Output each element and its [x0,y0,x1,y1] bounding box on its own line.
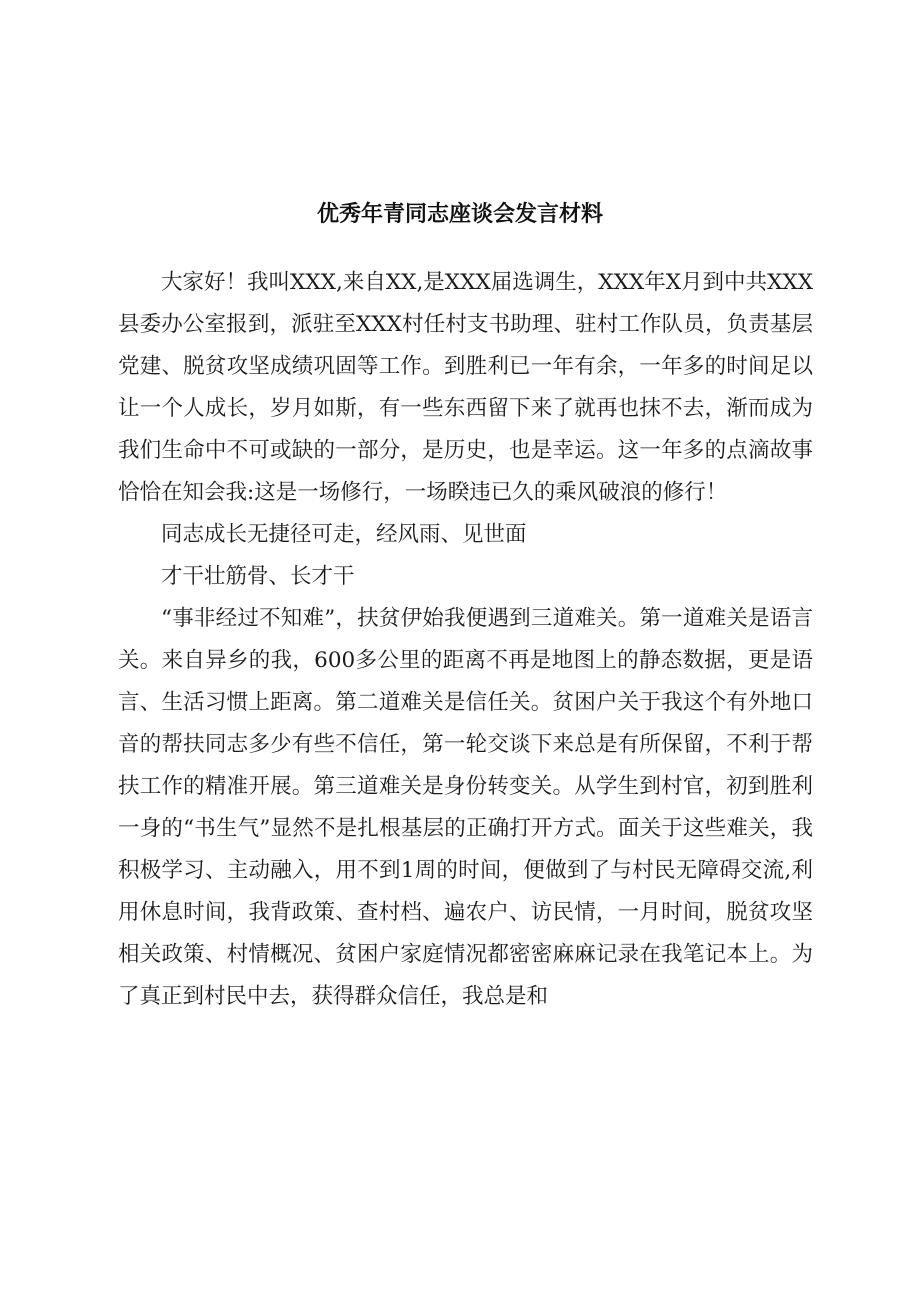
section-subheading-2: 才干壮筋骨、长才干 [161,564,355,589]
page-title: 优秀年青同志座谈会发言材料 [316,202,603,227]
document-body [118,262,813,1018]
intro-paragraph: 大家好！我叫XXX,来自XX,是XXX届选调生，XXX年X月到中共XXX县委办公室报到，派驻至XXX村任村支书助理、驻村工作队员，负责基层党建、脱贫攻坚成绩巩固等工作。到胜利已一年有余，一年多的时间足以让一个人成长，岁月如斯，有一些东西留下来了就再也抹不去，渐而成为我们生命中不可或缺的一部分，是历史，也是幸运。这一年多的点滴故事恰恰在知会我:这是一场修行，一场睽违已久的乘风破浪的修行！ [118,270,813,505]
section-subheading-1: 同志成长无捷径可走，经风雨、见世面 [161,522,527,547]
difficulties-paragraph: “事非经过不知难”，扶贫伊始我便遇到三道难关。第一道难关是语言关。来自异乡的我，600多公里的距离不再是地图上的静态数据，更是语言、生活习惯上距离。第二道难关是信任关。贫困户关于我这个有外地口音的帮扶同志多少有些不信任，第一轮交谈下来总是有所保留，不利于帮扶工作的精准开展。第三道难关是身份转变关。从学生到村官，初到胜利一身的“书生气”显然不是扎根基层的正确打开方式。面关于这些难关，我积极学习、主动融入，用不到1周的时间，便做到了与村民无障碍交流,利用休息时间，我背政策、查村档、遍农户、访民情，一月时间，脱贫攻坚相关政策、村情概况、贫困户家庭情况都密密麻麻记录在我笔记本上。为了真正到村民中去，获得群众信任，我总是和 [118,606,813,1009]
